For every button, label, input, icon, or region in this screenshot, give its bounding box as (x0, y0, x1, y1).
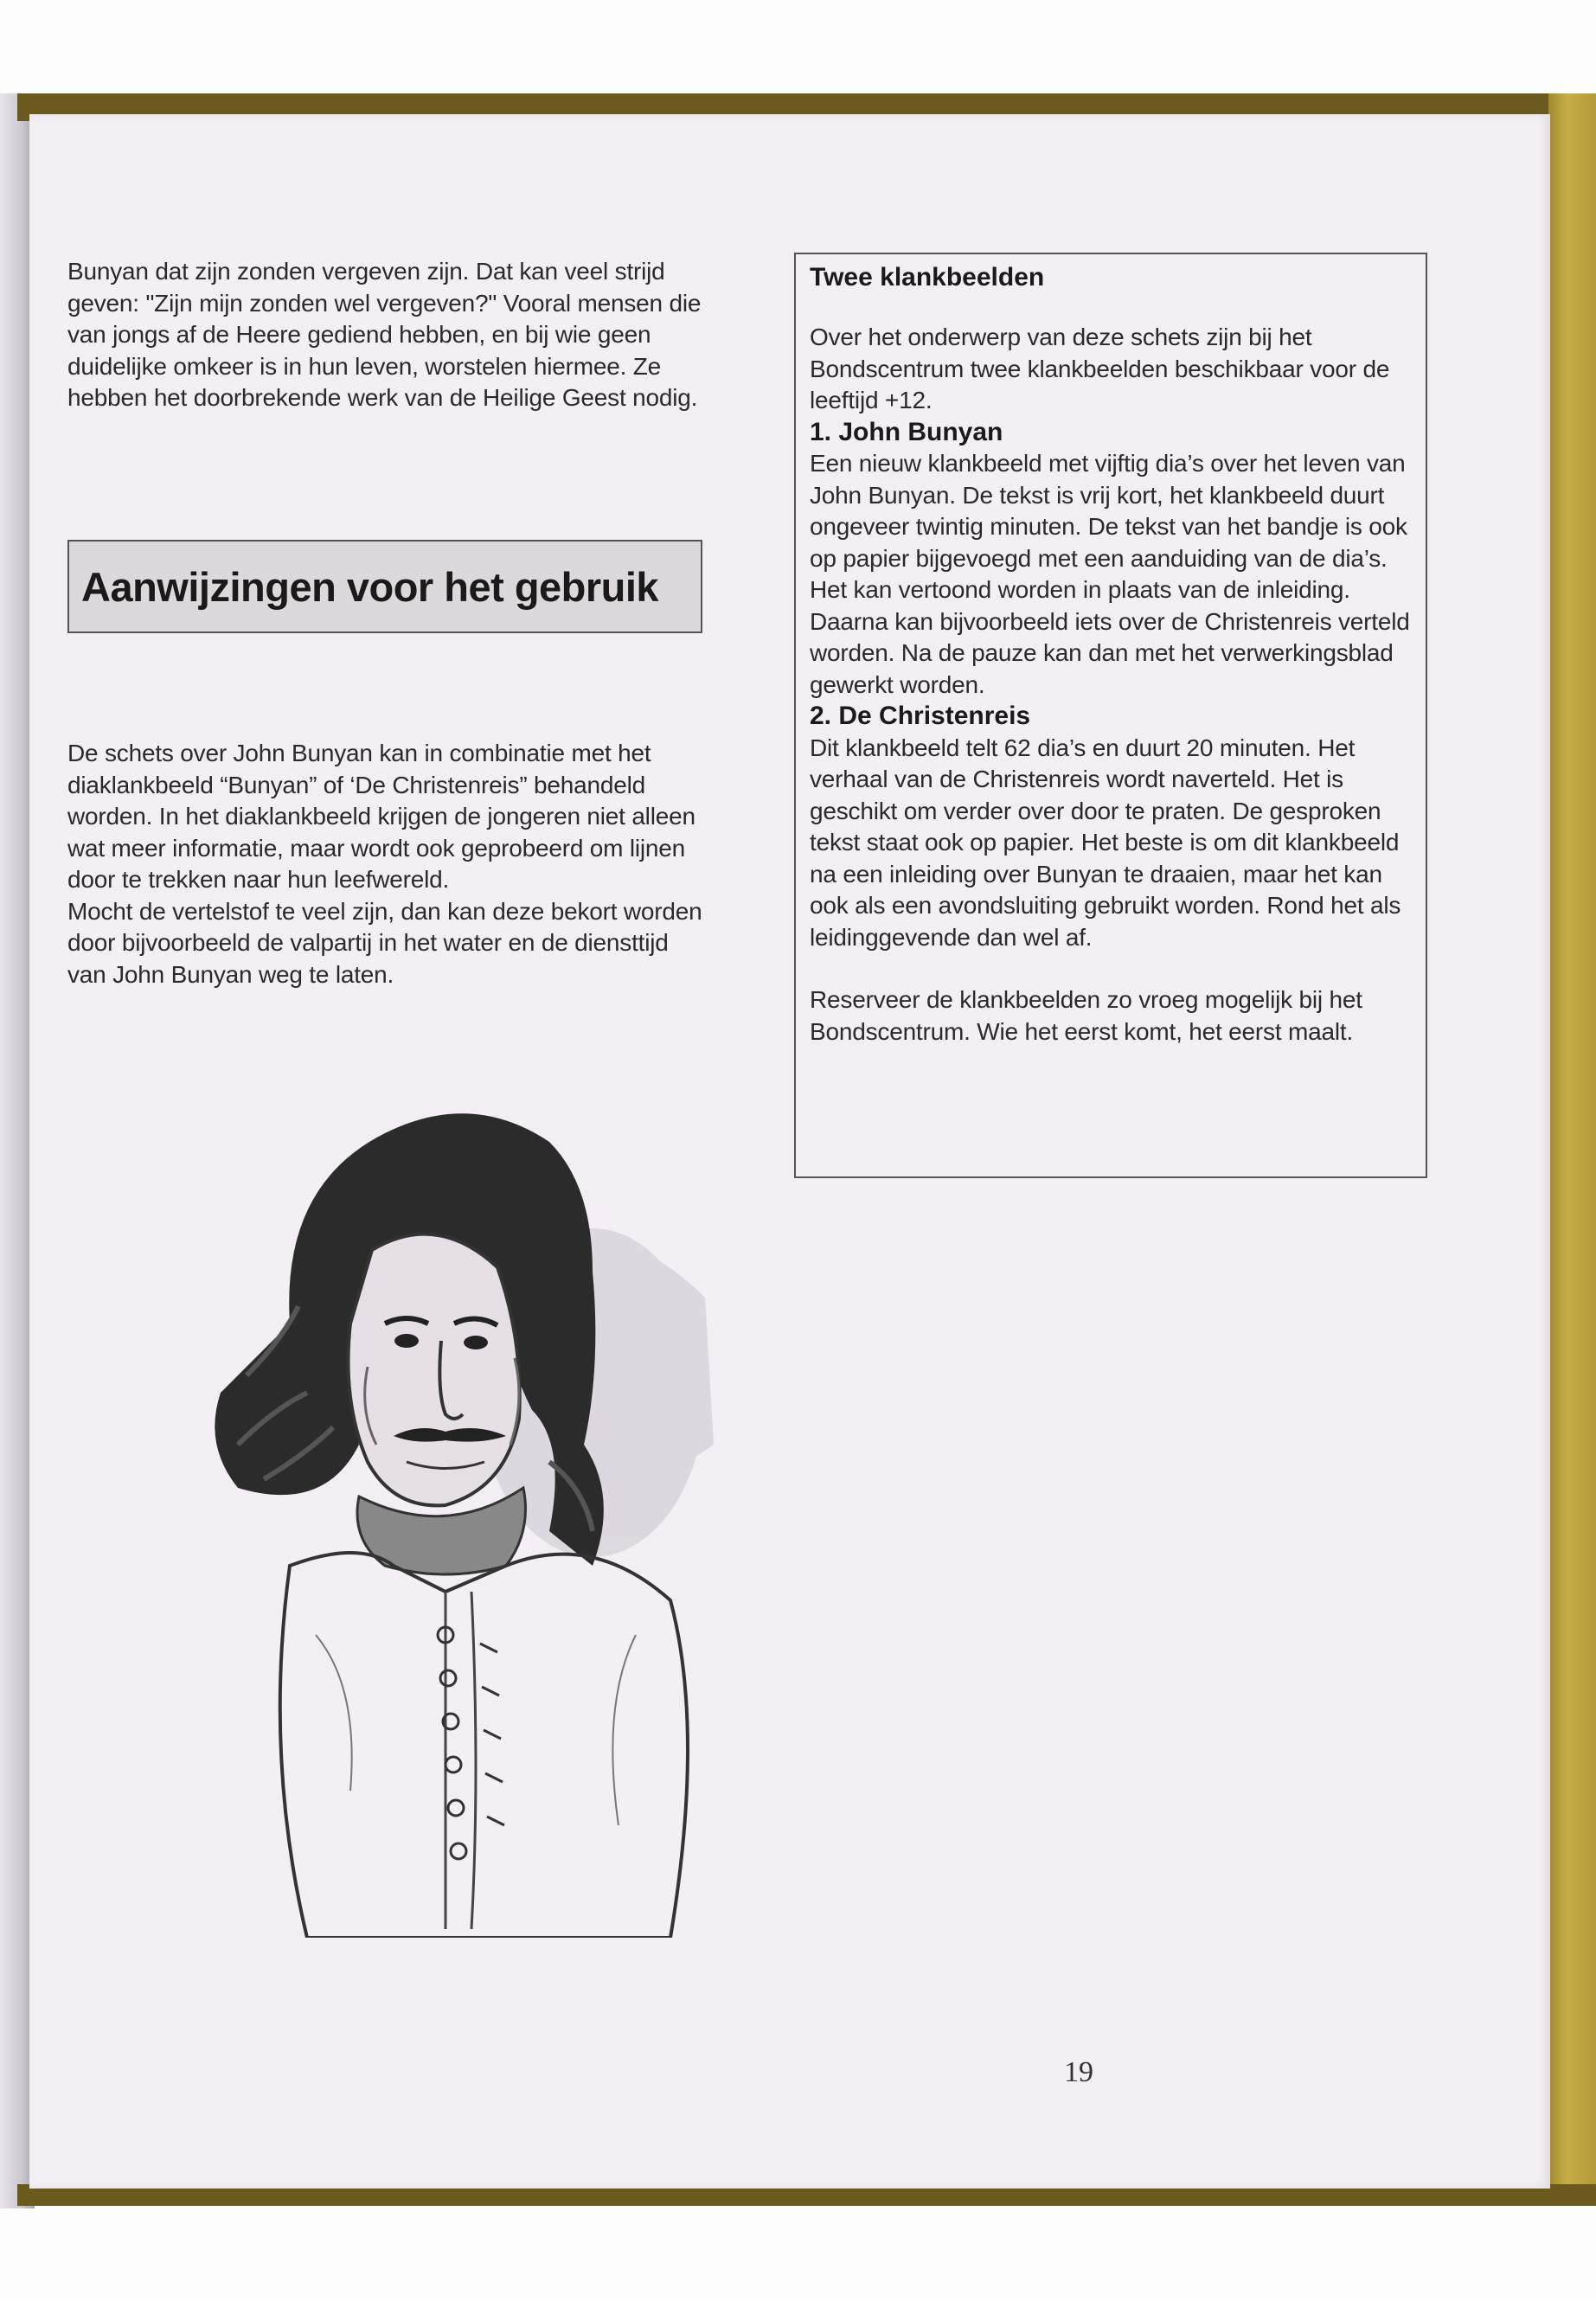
sidebar-title: Twee klankbeelden (810, 263, 1045, 292)
sidebar-item1-title: 1. John Bunyan (810, 417, 1003, 446)
coat-buttons (438, 1627, 466, 1859)
sidebar-item2-title: 2. De Christenreis (810, 702, 1031, 730)
instructions-paragraph-1: De schets over John Bunyan kan in combinatie met het diaklankbeeld “Bunyan” of ‘De Christenreis” behandeld worden. In het diaklankbeeld krijgen de jongeren niet alleen wat meer informatie, maar wordt ook geprobeerd om lijnen door te trekken naar hun leefwereld. (67, 740, 695, 893)
sidebar-box (794, 253, 1427, 1178)
face (349, 1234, 520, 1506)
book-cover-right-edge (1548, 93, 1596, 2204)
sidebar-closing: Reserveer de klankbeelden zo vroeg mogelijk bij het Bondscentrum. Wie het eerst komt, het eerst maalt. (810, 986, 1362, 1045)
sidebar-spacer (810, 953, 1412, 984)
section-heading: Aanwijzingen voor het gebruik (81, 563, 659, 610)
sidebar-item2-text: Dit klankbeeld telt 62 dia’s en duurt 20 minuten. Het verhaal van de Christenreis wordt naverteld. Het is geschikt om verder over door te praten. De gesproken tekst staat ook op papier. Het beste is om dit klankbeeld na een inleiding over Bunyan te draaien, maar het kan ook als een avondsluiting gebruikt worden. Rond het als leidinggevende dan wel af. (810, 734, 1401, 951)
intro-paragraph: Bunyan dat zijn zonden vergeven zijn. Dat kan veel strijd geven: "Zijn mijn zonden wel vergeven?" Vooral mensen die van jongs af de Heere gediend hebben, en bij wie geen duidelijke omkeer is in hun leven, worstelen hiermee. Ze hebben het doorbrekende werk van de Heilige Geest nodig. (67, 258, 702, 411)
john-bunyan-portrait (186, 1081, 826, 1938)
sidebar-intro: Over het onderwerp van deze schets zijn bij het Bondscentrum twee klankbeelden beschikbaar voor de leeftijd +12. (810, 324, 1390, 413)
intro-paragraph-block (67, 256, 708, 414)
instructions-block (67, 738, 708, 990)
page-number: 19 (1064, 2056, 1093, 2088)
coat (280, 1553, 688, 1938)
sidebar-item1-text: Een nieuw klankbeeld met vijftig dia’s over het leven van John Bunyan. De tekst is vrij kort, het klankbeeld duurt ongeveer twintig minuten. De tekst van het bandje is ook op papier bijgevoegd met een aanduiding van de dia’s. Het kan vertoond worden in plaats van de inleiding. Daarna kan bijvoorbeeld iets over de Christenreis verteld worden. Na de pauze kan dan met het verwerkingsblad gewerkt worden. (810, 450, 1410, 698)
instructions-paragraph-2: Mocht de vertelstof te veel zijn, dan kan deze bekort worden door bijvoorbeeld de valpartij in het water en de diensttijd van John Bunyan weg te laten. (67, 897, 702, 988)
section-heading-box (67, 540, 702, 633)
